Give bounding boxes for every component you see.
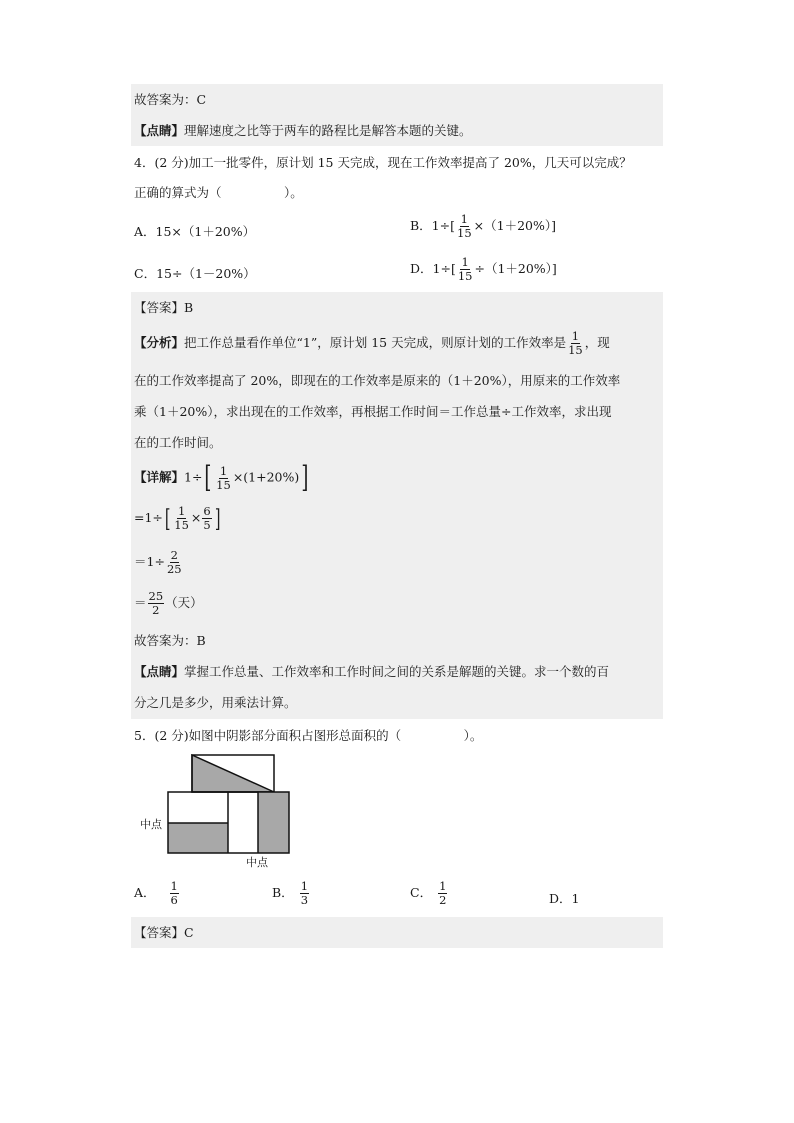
midpoint-label-left: 中点 xyxy=(140,818,162,831)
fraction-numerator: 1 xyxy=(571,329,580,343)
fraction-numerator: 1 xyxy=(461,255,469,269)
fraction-denominator: 5 xyxy=(203,518,211,532)
q4-option-d xyxy=(410,256,557,283)
comment-tag: 【点睛】 xyxy=(134,123,185,138)
prev-answer-line: 故答案为：C xyxy=(134,92,207,107)
fraction-denominator: 3 xyxy=(300,893,309,907)
analysis-tag: 【分析】 xyxy=(134,335,185,350)
q4-analysis-line1 xyxy=(134,330,610,357)
q4-analysis-line2: 在的工作效率提高了 20%，即现在的工作效率是原来的（1＋20%），用原来的工作效率 xyxy=(134,373,621,388)
option-b-suffix: ×（1＋20%）] xyxy=(473,218,556,233)
q4-detail-line2 xyxy=(134,505,222,532)
q4-comment-line1 xyxy=(134,664,609,680)
fraction-denominator: 15 xyxy=(174,518,189,532)
fraction-numerator: 1 xyxy=(300,879,309,893)
option-b-prefix: B．1÷[ xyxy=(410,218,455,233)
q5-answer: 【答案】C xyxy=(134,925,194,940)
option-d-prefix: D．1÷[ xyxy=(410,261,456,276)
fraction-denominator: 2 xyxy=(152,603,160,617)
bottom-right-shaded xyxy=(258,792,289,853)
option-b-fraction xyxy=(456,213,473,240)
prev-comment xyxy=(134,123,472,139)
q5-answer-shade xyxy=(131,917,663,948)
comment-text: 理解速度之比等于两车的路程比是解答本题的关键。 xyxy=(184,123,472,138)
q4-answer-line: 故答案为：B xyxy=(134,633,206,648)
right-bracket: ] xyxy=(214,504,221,533)
detail-fraction xyxy=(166,549,183,576)
top-shaded-triangle xyxy=(192,755,274,792)
fraction-denominator: 15 xyxy=(457,269,473,283)
detail-prefix: =1÷ xyxy=(134,510,163,525)
detail-tag: 【详解】 xyxy=(134,469,185,485)
fraction-numerator: 1 xyxy=(439,879,447,893)
fraction-denominator: 25 xyxy=(166,562,182,576)
fraction-numerator: 1 xyxy=(170,879,178,893)
detail-fraction xyxy=(215,465,232,492)
midpoint-label-bottom: 中点 xyxy=(246,856,268,869)
bottom-left-shaded xyxy=(168,823,228,853)
q5-option-a xyxy=(134,880,180,907)
option-a-fraction xyxy=(170,880,179,907)
detail-prefix: ＝ xyxy=(134,595,147,610)
left-bracket: [ xyxy=(204,460,212,495)
detail-fraction xyxy=(148,590,165,617)
option-c-fraction xyxy=(438,880,447,907)
fraction-numerator: 6 xyxy=(203,504,211,518)
detail-suffix: （天） xyxy=(165,595,203,610)
q4-analysis-line4: 在的工作时间。 xyxy=(134,435,222,450)
q4-stem-line2: 正确的算式为（ ）。 xyxy=(134,185,303,200)
comment-tag: 【点睛】 xyxy=(134,664,185,679)
q4-option-a: A．15×（1＋20%） xyxy=(134,224,256,239)
q4-detail-line1 xyxy=(134,460,311,495)
q4-detail-line4 xyxy=(134,590,203,617)
q5-option-b xyxy=(272,880,310,907)
option-prefix: B． xyxy=(272,885,294,900)
q5-option-c xyxy=(410,880,448,907)
q4-option-c: C．15÷（1－20%） xyxy=(134,266,256,281)
fraction-numerator: 1 xyxy=(177,504,186,518)
fraction-numerator: 2 xyxy=(170,548,178,562)
fraction-denominator: 15 xyxy=(568,343,583,357)
fraction-denominator: 6 xyxy=(170,893,178,907)
detail-prefix: 1÷ xyxy=(184,469,203,485)
q4-stem-line1: 4．(2 分)加工一批零件，原计划 15 天完成，现在工作效率提高了 20%，几天可以完成？ xyxy=(134,155,632,170)
option-b-fraction xyxy=(300,880,309,907)
fraction-denominator: 2 xyxy=(439,893,447,907)
analysis-fraction xyxy=(567,330,584,357)
analysis-text-end: ，现 xyxy=(584,335,610,350)
q4-comment-line2: 分之几是多少，用乘法计算。 xyxy=(134,695,297,710)
q5-option-d: D．1 xyxy=(549,891,580,906)
fraction-denominator: 15 xyxy=(457,226,472,240)
q4-option-b xyxy=(410,213,556,240)
q4-analysis-line3: 乘（1＋20%），求出现在的工作效率，再根据工作时间＝工作总量÷工作效率，求出现 xyxy=(134,404,612,419)
fraction-denominator: 15 xyxy=(216,477,231,492)
fraction-numerator: 25 xyxy=(148,589,164,603)
right-bracket: ] xyxy=(301,460,309,495)
analysis-text: 把工作总量看作单位“1”，原计划 15 天完成，则原计划的工作效率是 xyxy=(184,335,567,350)
option-prefix: C． xyxy=(410,885,433,900)
detail-suffix: ×(1+20%) xyxy=(232,469,300,485)
q4-answer: 【答案】B xyxy=(134,300,194,315)
q4-detail-line3 xyxy=(134,549,184,576)
q5-stem: 5．(2 分)如图中阴影部分面积占图形总面积的（ ）。 xyxy=(134,728,483,743)
detail-fraction-2 xyxy=(202,505,211,532)
times-sign: × xyxy=(190,510,202,525)
detail-prefix: ＝1÷ xyxy=(134,554,165,569)
option-d-fraction xyxy=(457,256,474,283)
option-prefix: A． xyxy=(134,885,156,900)
q5-figure xyxy=(138,754,308,872)
detail-fraction-1 xyxy=(173,505,190,532)
fraction-numerator: 1 xyxy=(219,463,228,478)
comment-text: 掌握工作总量、工作效率和工作时间之间的关系是解题的关键。求一个数的百 xyxy=(184,664,610,679)
left-bracket: [ xyxy=(164,504,171,533)
option-d-suffix: ÷（1＋20%）] xyxy=(474,261,557,276)
fraction-numerator: 1 xyxy=(460,212,468,226)
